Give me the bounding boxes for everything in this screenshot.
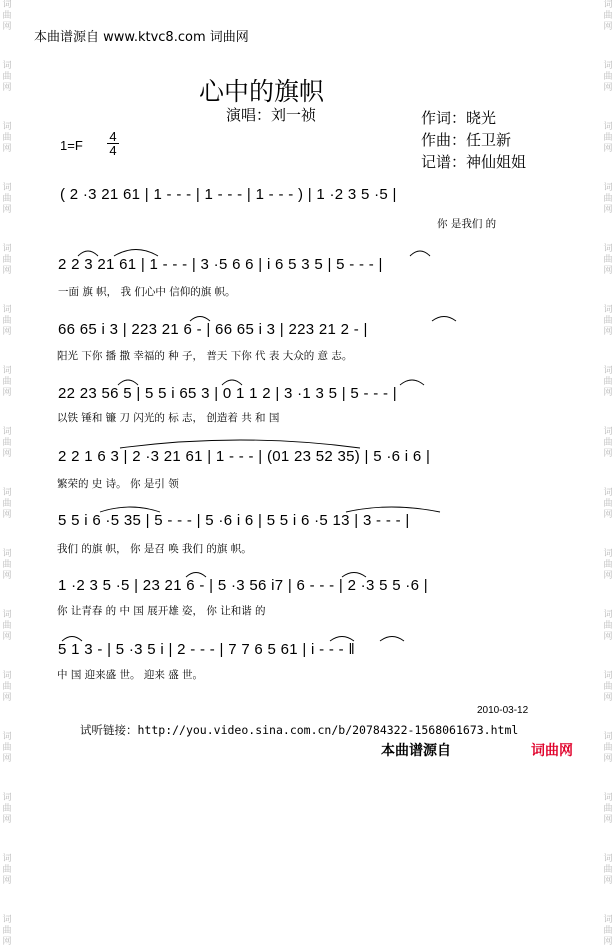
watermark-char: 网 xyxy=(603,205,613,215)
song-title: 心中的旗帜 xyxy=(199,77,325,106)
watermark-char: 曲 xyxy=(2,621,12,631)
listen-link[interactable]: 试听链接：http://you.video.sina.com.cn/b/20784322-1568061673.html xyxy=(80,723,519,737)
watermark-char: 曲 xyxy=(603,682,613,692)
watermark-char: 网 xyxy=(2,510,12,520)
key-signature: 1=F xyxy=(60,138,83,153)
slur xyxy=(380,637,404,642)
lyric-row-7: 你 让青春 的 中 国 展开雄 姿， 你 让和谐 的 xyxy=(57,605,266,617)
watermark-char: 词 xyxy=(2,854,12,864)
watermark-char: 曲 xyxy=(603,560,613,570)
watermark-char: 词 xyxy=(2,61,12,71)
watermark-char: 词 xyxy=(603,671,613,681)
watermark-char: 词 xyxy=(603,61,613,71)
watermark-char: 网 xyxy=(2,449,12,459)
watermark-char: 词 xyxy=(2,366,12,376)
watermark-char: 网 xyxy=(603,571,613,581)
lyricist-credit: 作词：晓光 xyxy=(421,109,497,127)
watermark-char: 词 xyxy=(2,610,12,620)
time-signature-bottom: 4 xyxy=(107,143,119,157)
watermark-char: 网 xyxy=(603,388,613,398)
watermark-char: 网 xyxy=(2,22,12,32)
watermark-char: 词 xyxy=(2,244,12,254)
watermark-char: 网 xyxy=(603,327,613,337)
watermark-char: 网 xyxy=(2,144,12,154)
watermark-char: 曲 xyxy=(2,743,12,753)
watermark-char: 网 xyxy=(603,510,613,520)
notation-row-1: ( 2 ·3 21 61 | 1 - - - | 1 - - - | 1 - - - ) | 1 ·2 3 5 ·5 | xyxy=(60,186,397,203)
score-date: 2010-03-12 xyxy=(477,705,529,716)
watermark-char: 曲 xyxy=(2,499,12,509)
watermark-char: 词 xyxy=(603,549,613,559)
watermark-char: 词 xyxy=(603,427,613,437)
watermark-char: 词 xyxy=(2,427,12,437)
watermark-char: 网 xyxy=(603,693,613,703)
watermark-char: 网 xyxy=(2,205,12,215)
watermark-char: 曲 xyxy=(603,499,613,509)
watermark-char: 词 xyxy=(603,488,613,498)
lyric-row-4: 以铁 锤和 镰 刀 闪光的 标 志， 创造着 共 和 国 xyxy=(57,412,280,424)
watermark-char: 曲 xyxy=(603,621,613,631)
notation-row-2: 2 2 3 21 61 | 1 - - - | 3 ·5 6 6 | i 6 5 3 5 | 5 - - - | xyxy=(58,256,383,273)
watermark-char: 曲 xyxy=(2,133,12,143)
lyric-row-3: 阳光 下你 播 撒 幸福的 种 子， 普天 下你 代 表 大众的 意 志。 xyxy=(57,350,353,362)
watermark-char: 网 xyxy=(2,632,12,642)
watermark-char: 网 xyxy=(603,144,613,154)
notation-row-6: 5 5 i 6 ·5 35 | 5 - - - | 5 ·6 i 6 | 5 5 i 6 ·5 13 | 3 - - - | xyxy=(58,512,410,529)
watermark-char: 词 xyxy=(2,915,12,925)
footer-site-logo: 词曲网 xyxy=(531,743,573,759)
watermark-char: 网 xyxy=(2,693,12,703)
time-signature-top: 4 xyxy=(109,129,117,144)
watermark-char: 词 xyxy=(603,854,613,864)
watermark-char: 词 xyxy=(2,122,12,132)
watermark-char: 网 xyxy=(603,632,613,642)
watermark-char: 词 xyxy=(603,183,613,193)
watermark-char: 词 xyxy=(2,0,12,10)
notation-row-7: 1 ·2 3 5 ·5 | 23 21 6 - | 5 ·3 56 i7 | 6 - - - | 2 ·3 5 5 ·6 | xyxy=(58,577,428,594)
watermark-char: 曲 xyxy=(2,11,12,21)
watermark-char: 网 xyxy=(2,83,12,93)
watermark-char: 词 xyxy=(603,793,613,803)
watermark-char: 网 xyxy=(603,22,613,32)
watermark-char: 曲 xyxy=(2,926,12,936)
watermark-char: 曲 xyxy=(2,72,12,82)
lyric-row-6: 我们 的旗 帜， 你 是召 唤 我们 的旗 帜。 xyxy=(57,543,252,555)
watermark-char: 曲 xyxy=(603,865,613,875)
slur xyxy=(400,380,424,385)
watermark-char: 词 xyxy=(603,366,613,376)
watermark-char: 网 xyxy=(2,388,12,398)
lyric-row-1: 你 是我们 的 xyxy=(437,218,497,230)
watermark-char: 词 xyxy=(603,610,613,620)
watermark-char: 曲 xyxy=(2,865,12,875)
notation-row-4: 22 23 56 5 | 5 5 i 65 3 | 0 1 1 2 | 3 ·1 3 5 | 5 - - - | xyxy=(58,385,397,402)
slur xyxy=(432,317,456,322)
watermark-char: 曲 xyxy=(603,316,613,326)
watermark-char: 词 xyxy=(603,305,613,315)
watermark-char: 词 xyxy=(2,549,12,559)
watermark-char: 曲 xyxy=(603,926,613,936)
lyric-row-5: 繁荣的 史 诗。 你 是引 领 xyxy=(57,478,179,490)
right-watermark xyxy=(601,0,615,947)
watermark-char: 曲 xyxy=(603,804,613,814)
watermark-char: 词 xyxy=(2,183,12,193)
watermark-char: 网 xyxy=(603,937,613,947)
watermark-char: 曲 xyxy=(603,11,613,21)
watermark-char: 网 xyxy=(2,815,12,825)
singer-credit: 演唱：刘一祯 xyxy=(226,106,317,124)
watermark-char: 词 xyxy=(2,671,12,681)
watermark-char: 网 xyxy=(603,266,613,276)
watermark-char: 词 xyxy=(2,305,12,315)
watermark-char: 词 xyxy=(603,122,613,132)
composer-credit: 作曲：任卫新 xyxy=(421,131,512,149)
slur xyxy=(410,251,430,256)
watermark-char: 网 xyxy=(2,266,12,276)
watermark-char: 网 xyxy=(603,815,613,825)
watermark-char: 词 xyxy=(603,0,613,10)
watermark-char: 曲 xyxy=(2,804,12,814)
watermark-char: 词 xyxy=(2,488,12,498)
slur xyxy=(120,440,360,448)
notation-row-8: 5 1 3 - | 5 ·3 5 i | 2 - - - | 7 7 6 5 61 | i - - - ‖ xyxy=(58,641,355,658)
watermark-char: 曲 xyxy=(603,377,613,387)
watermark-char: 网 xyxy=(603,754,613,764)
watermark-char: 网 xyxy=(603,876,613,886)
transcriber-credit: 记谱：神仙姐姐 xyxy=(421,153,527,171)
watermark-char: 词 xyxy=(2,793,12,803)
watermark-char: 网 xyxy=(2,937,12,947)
watermark-char: 网 xyxy=(603,449,613,459)
watermark-char: 网 xyxy=(2,571,12,581)
watermark-char: 曲 xyxy=(2,377,12,387)
watermark-char: 词 xyxy=(603,244,613,254)
watermark-char: 词 xyxy=(2,732,12,742)
watermark-char: 网 xyxy=(2,876,12,886)
watermark-char: 曲 xyxy=(603,194,613,204)
watermark-char: 曲 xyxy=(603,438,613,448)
lyric-row-8: 中 国 迎来盛 世。 迎来 盛 世。 xyxy=(57,669,204,681)
watermark-char: 网 xyxy=(2,327,12,337)
watermark-char: 曲 xyxy=(603,255,613,265)
watermark-char: 曲 xyxy=(2,255,12,265)
watermark-char: 曲 xyxy=(2,316,12,326)
time-signature xyxy=(107,130,119,157)
watermark-char: 网 xyxy=(603,83,613,93)
watermark-char: 曲 xyxy=(2,438,12,448)
watermark-char: 曲 xyxy=(603,743,613,753)
watermark-char: 曲 xyxy=(2,194,12,204)
footer-source-label: 本曲谱源自 xyxy=(381,743,451,759)
lyric-row-2: 一面 旗 帜， 我 们心中 信仰的旗 帜。 xyxy=(58,286,236,298)
watermark-char: 曲 xyxy=(2,560,12,570)
watermark-char: 曲 xyxy=(603,72,613,82)
watermark-char: 网 xyxy=(2,754,12,764)
watermark-char: 曲 xyxy=(2,682,12,692)
source-header: 本曲谱源自 www.ktvc8.com 词曲网 xyxy=(34,30,249,45)
watermark-char: 曲 xyxy=(603,133,613,143)
watermark-char: 词 xyxy=(603,732,613,742)
watermark-char: 词 xyxy=(603,915,613,925)
notation-row-3: 66 65 i 3 | 223 21 6 - | 66 65 i 3 | 223 21 2 - | xyxy=(58,321,368,338)
left-watermark xyxy=(0,0,14,947)
notation-row-5: 2 2 1 6 3 | 2 ·3 21 61 | 1 - - - | (01 23 52 35) | 5 ·6 i 6 | xyxy=(58,448,431,465)
